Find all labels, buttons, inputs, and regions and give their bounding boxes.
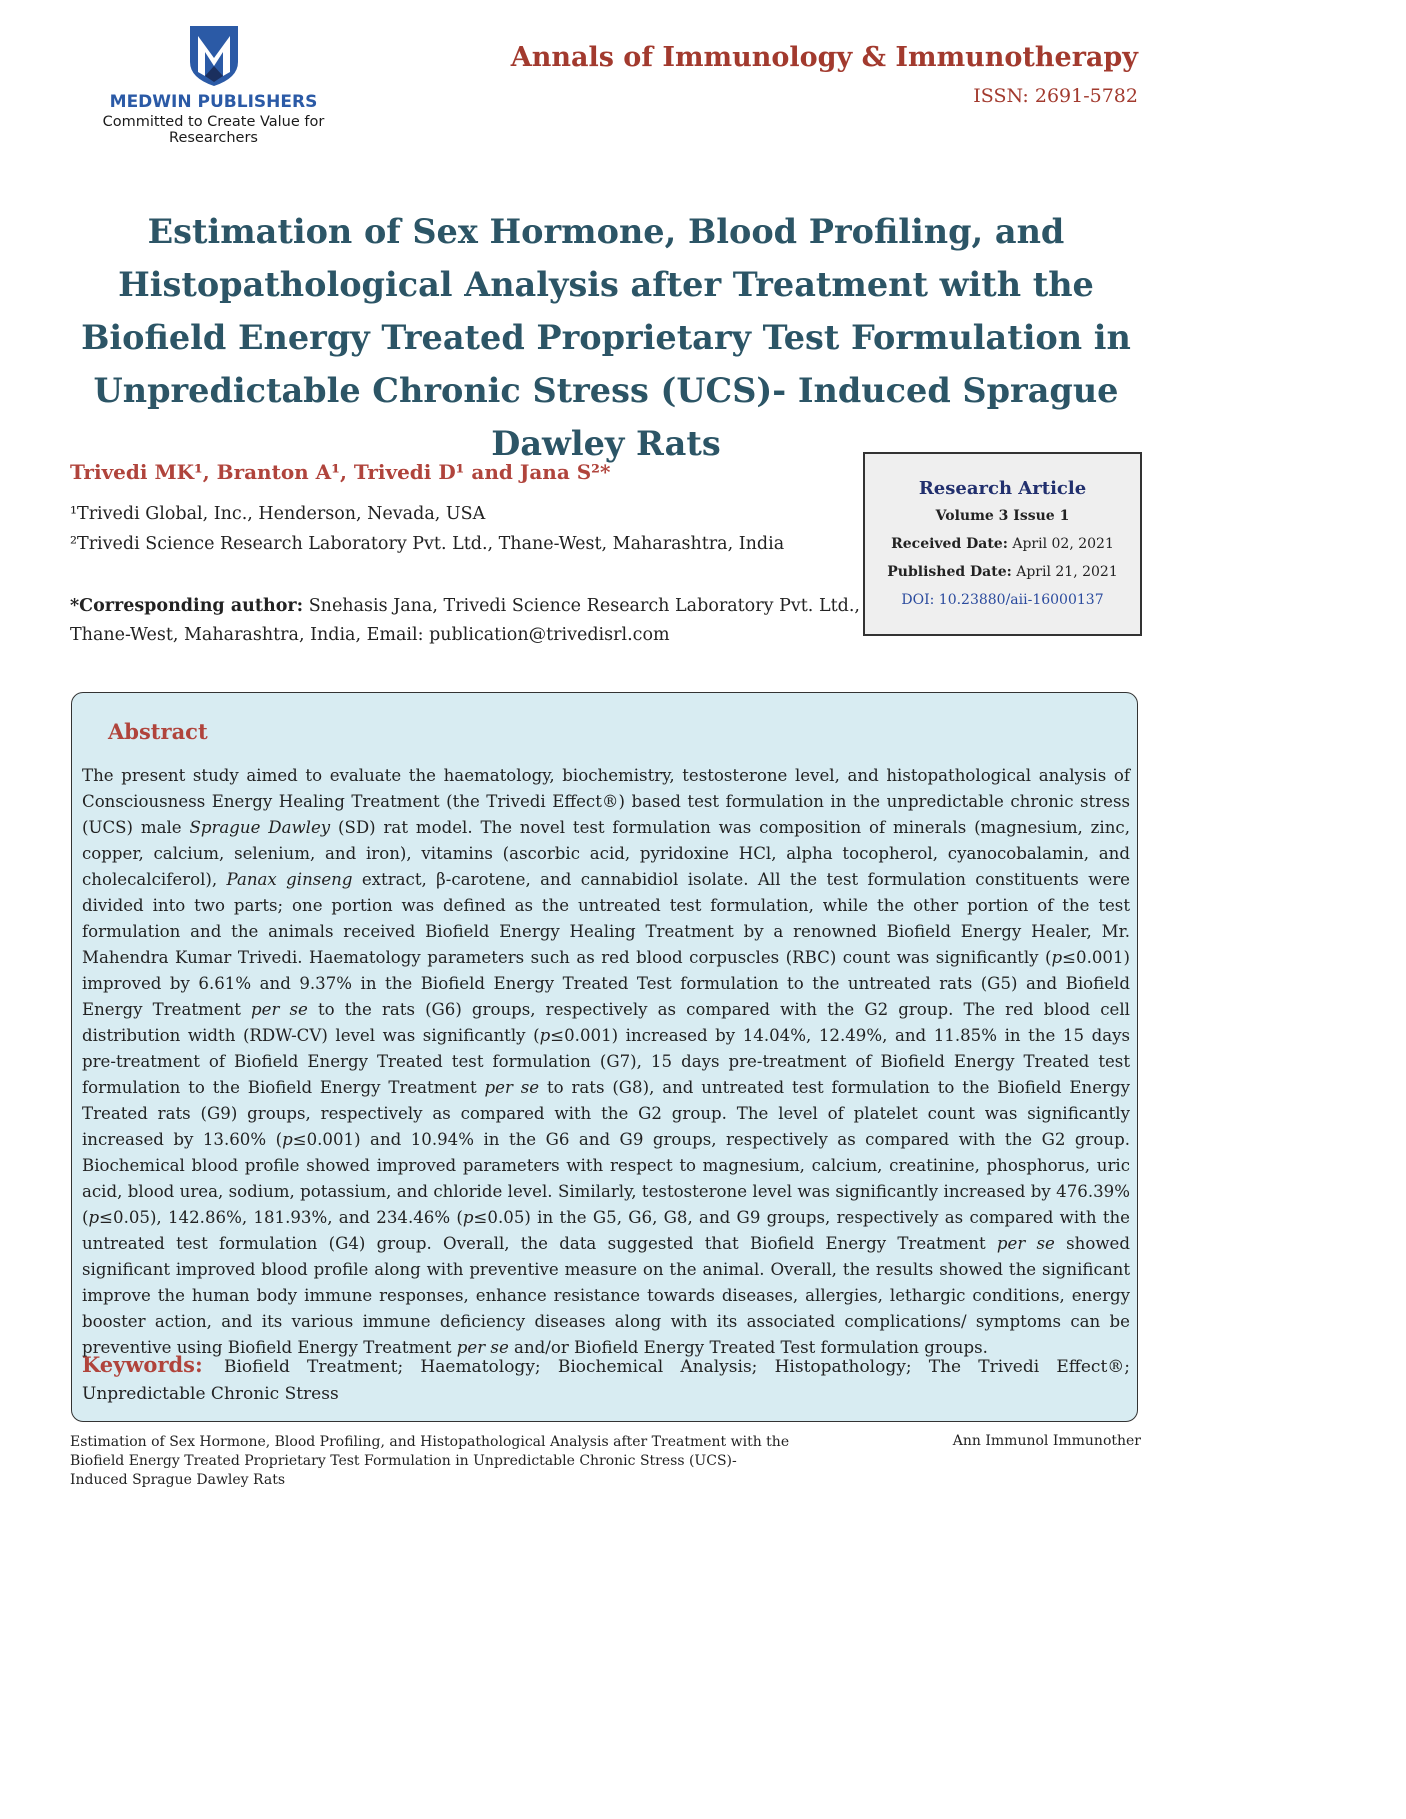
published-date-value: April 21, 2021 (1016, 564, 1118, 580)
publisher-tagline: Committed to Create Value for Researchers (102, 114, 325, 146)
received-date-value: April 02, 2021 (1012, 536, 1114, 552)
published-date-label: Published Date: (887, 564, 1012, 580)
corresponding-author-text: Snehasis Jana, Trivedi Science Research Laboratory Pvt. Ltd., Thane-West, Maharashtra, India, Email: publication@trivedisrl.com (70, 596, 860, 645)
corresponding-author (70, 592, 860, 650)
abstract-text: to the rats (G6) groups, respectively as compared with the G2 group. The red blood cell distribution width (RDW-CV) level was significantly ( (82, 1000, 1130, 1045)
publisher-logo (66, 22, 366, 146)
abstract-text: The present study aimed to evaluate the haematology, biochemistry, testosterone level, and histopathological analysis of Consciousness Energy Healing Treatment (the Trivedi Effect®) based test formulation in the unpredictable chronic stress (UCS) male (82, 766, 1130, 837)
abstract-text: showed significant improved blood profile along with preventive measure on the animal. Overall, the results showed the significant improve the human body immune responses, enhance resistance towards diseases, allergies, lethargic conditions, energy booster action, and its various immune deficiency diseases along with its associated complications/ symptoms can be preventive using Biofield Energy Treatment (82, 1234, 1130, 1357)
abstract-text: ≤0.05) in the G5, G6, G8, and G9 groups, respectively as compared with the untreated test formulation (G4) group. Overall, the data suggested that Biofield Energy Treatment (82, 1208, 1131, 1253)
abstract-italic: Panax ginseng (226, 870, 353, 889)
publisher-name: MEDWIN PUBLISHERS (109, 92, 318, 112)
abstract-text: ≤0.001) and 10.94% in the G6 and G9 groups, respectively as compared with the G2 group. Biochemical blood profile showed improved parameters with respect to magnesium, calcium, creatinine, phosphorus, uric acid, blood urea, sodium, potassium, and chloride level. Similarly, testosterone level was significantly increased by 476.39% ( (82, 1130, 1130, 1227)
abstract-italic: p (1051, 948, 1063, 967)
journal-title[interactable]: Annals of Immunology & Immunotherapy (510, 42, 1138, 73)
abstract-text: and/or Biofield Energy Treated Test formulation groups. (508, 1338, 988, 1357)
abstract-heading: Abstract (108, 719, 208, 744)
corresponding-author-label: *Corresponding author: (70, 596, 304, 616)
abstract-body (82, 763, 1130, 1361)
article-info-box (863, 452, 1142, 636)
journal-issn: ISSN: 2691-5782 (973, 85, 1138, 107)
affiliation-1: ¹Trivedi Global, Inc., Henderson, Nevada, USA (70, 504, 486, 524)
keywords-text: Biofield Treatment; Haematology; Biochemical Analysis; Histopathology; The Trivedi Effect®; Unpredictable Chronic Stress (82, 1357, 1131, 1404)
abstract-italic: p (282, 1130, 293, 1149)
abstract-italic: p (88, 1208, 100, 1227)
received-date-label: Received Date: (891, 536, 1008, 552)
abstract-italic: per se (996, 1234, 1055, 1253)
abstract-italic: per se (251, 1000, 308, 1019)
abstract-box (71, 692, 1138, 1422)
author-list: Trivedi MK¹, Branton A¹, Trivedi D¹ and Jana S²* (70, 460, 611, 484)
abstract-italic: Sprague Dawley (189, 818, 331, 837)
received-date (865, 536, 1140, 552)
abstract-text: extract, β-carotene, and cannabidiol isolate. All the test formulation constituents were divided into two parts; one portion was defined as the untreated test formulation, while the other portion of the test formulation and the animals received Biofield Energy Healing Treatment by a renowned Biofield Energy Healer, Mr. Mahendra Kumar Trivedi. Haematology parameters such as red blood corpuscles (RBC) count was significantly ( (82, 870, 1130, 967)
abstract-text: ≤0.001) increased by 14.04%, 12.49%, and 11.85% in the 15 days pre-treatment of Biofield Energy Treated test formulation (G7), 15 days pre-treatment of Biofield Energy Treated test formulation to the Biofield Energy Treatment (82, 1026, 1131, 1097)
keywords-label: Keywords: (82, 1352, 203, 1377)
footer-running-title: Estimation of Sex Hormone, Blood Profiling, and Histopathological Analysis after Treatment with the Biofield Energy Treated Proprietary Test Formulation in Unpredictable Chronic Stress (UCS)- Induced Sprague Dawley Rats (70, 1434, 790, 1488)
doi-link[interactable]: DOI: 10.23880/aii-16000137 (901, 592, 1104, 608)
abstract-text: to rats (G8), and untreated test formulation to the Biofield Energy Treated rats (G9) groups, respectively as compared with the G2 group. The level of platelet count was significantly increased by 13.60% ( (82, 1078, 1130, 1149)
abstract-text: (SD) rat model. The novel test formulation was composition of minerals (magnesium, zinc, copper, calcium, selenium, and iron), vitamins (ascorbic acid, pyridoxine HCl, alpha tocopherol, cyanocobalamin, and cholecalciferol), (82, 818, 1130, 889)
abstract-italic: per se (484, 1078, 540, 1097)
keywords (82, 1351, 1130, 1408)
medwin-shield-icon (184, 22, 244, 88)
affiliation-2: ²Trivedi Science Research Laboratory Pvt. Ltd., Thane-West, Maharashtra, India (70, 534, 785, 554)
abstract-italic: p (539, 1026, 551, 1045)
abstract-text: ≤0.001) improved by 6.61% and 9.37% in the Biofield Energy Treated Test formulation to the untreated rats (G5) and Biofield Energy Treatment (82, 948, 1130, 1019)
article-type: Research Article (918, 478, 1087, 499)
abstract-italic: p (462, 1208, 474, 1227)
abstract-italic: per se (456, 1338, 509, 1357)
footer-journal-abbrev: Ann Immunol Immunother (952, 1433, 1141, 1449)
published-date (865, 564, 1140, 580)
article-title: Estimation of Sex Hormone, Blood Profiling, and Histopathological Analysis after Treatment with the Biofield Energy Treated Proprietary Test Formulation in Unpredictable Chronic Stress (UCS)- Induced Sprague Dawley Rats (81, 212, 1131, 463)
volume-issue: Volume 3 Issue 1 (935, 508, 1070, 524)
abstract-text: ≤0.05), 142.86%, 181.93%, and 234.46% ( (99, 1208, 463, 1227)
